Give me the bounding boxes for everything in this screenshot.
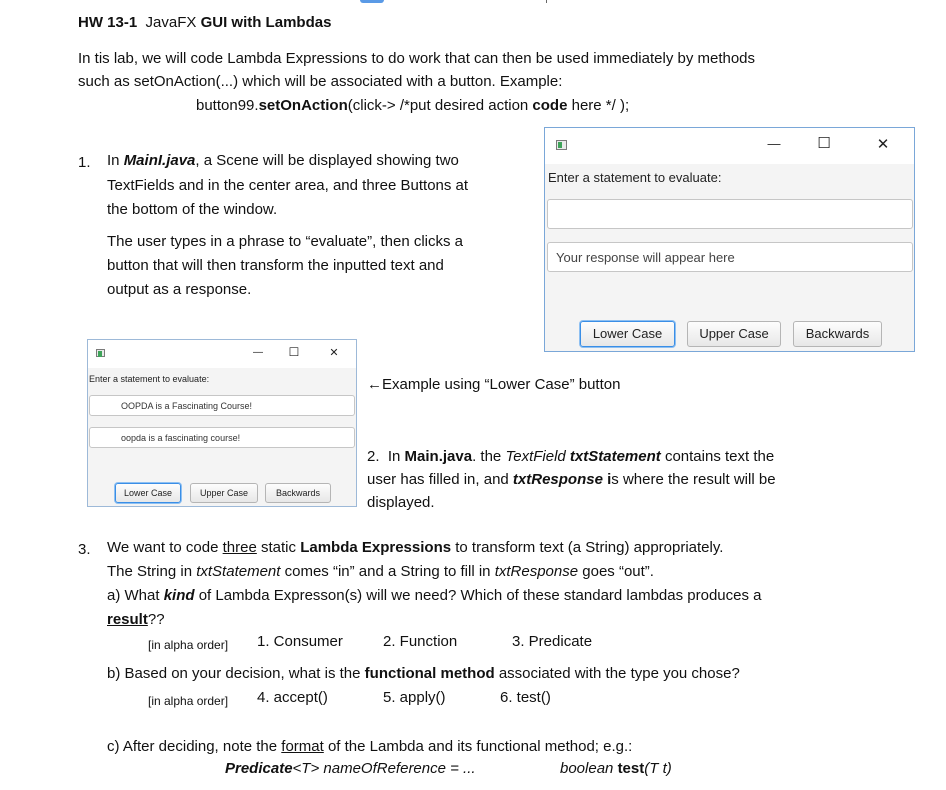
intro-line-1: In tis lab, we will code Lambda Expressions to do work that can then be used immediately by methods	[78, 50, 756, 67]
alpha-order-label-2: [in alpha order]	[148, 694, 229, 708]
statement-input[interactable]	[547, 199, 913, 229]
option-apply: 5. apply()	[383, 689, 446, 706]
backwards-button[interactable]: Backwards	[793, 321, 882, 347]
upper-case-button-small[interactable]: Upper Case	[190, 483, 258, 503]
minimize-icon[interactable]: —	[767, 136, 781, 151]
prompt-label-small: Enter a statement to evaluate:	[89, 374, 210, 384]
item-2-line-3: displayed.	[367, 494, 435, 511]
question-a-cont: result??	[107, 611, 165, 628]
item-1-line-3: the bottom of the window.	[107, 201, 278, 218]
lambda-format-example: Predicate<T> nameOfReference = ...	[225, 760, 476, 777]
lower-case-button-small[interactable]: Lower Case	[115, 483, 181, 503]
app-window-large	[544, 127, 915, 352]
option-accept: 4. accept()	[257, 689, 328, 706]
item-2-line-2: user has filled in, and txtResponse is where the result will be	[367, 471, 776, 488]
example-note: ←Example using “Lower Case” button	[367, 376, 621, 393]
backwards-button-small[interactable]: Backwards	[265, 483, 331, 503]
item-3-number: 3.	[78, 541, 91, 558]
option-consumer: 1. Consumer	[257, 633, 343, 650]
upper-case-button[interactable]: Upper Case	[687, 321, 781, 347]
response-field-small: oopda is a fascinating course!	[89, 427, 355, 448]
code-example: button99.setOnAction(click-> /*put desired action code here */ );	[196, 97, 630, 114]
item-1-line-4: The user types in a phrase to “evaluate”, then clicks a	[107, 233, 464, 250]
item-1-number: 1.	[78, 154, 91, 171]
item-3-line-2: The String in txtStatement comes “in” and a String to fill in txtResponse goes “out”.	[107, 563, 654, 580]
top-edge	[0, 0, 946, 4]
app-icon	[556, 140, 567, 150]
alpha-order-label: [in alpha order]	[148, 638, 229, 652]
item-1-line-2: TextFields and in the center area, and three Buttons at	[107, 177, 469, 194]
question-c: c) After deciding, note the format of the Lambda and its functional method; e.g.:	[107, 738, 633, 755]
prompt-label: Enter a statement to evaluate:	[548, 170, 722, 185]
item-1-line-1: In MainI.java, a Scene will be displayed showing two	[107, 152, 459, 169]
app-icon-small	[96, 349, 105, 357]
close-icon[interactable]: ✕	[876, 136, 890, 153]
intro-line-2: such as setOnAction(...) which will be associated with a button. Example:	[78, 73, 563, 90]
item-1-line-6: output as a response.	[107, 281, 252, 298]
minimize-icon[interactable]: —	[253, 347, 263, 358]
statement-input-small[interactable]: OOPDA is a Fascinating Course!	[89, 395, 355, 416]
response-field: Your response will appear here	[547, 242, 913, 272]
app-window-small	[87, 339, 357, 507]
item-3-line-1: We want to code three static Lambda Expressions to transform text (a String) appropriately.	[107, 539, 724, 556]
maximize-icon[interactable]: ☐	[288, 345, 300, 359]
close-icon[interactable]: ✕	[329, 347, 339, 359]
page-marker	[360, 0, 384, 3]
window-titlebar-small	[88, 340, 356, 368]
option-test: 6. test()	[500, 689, 551, 706]
option-function: 2. Function	[383, 633, 458, 650]
page-tick	[546, 0, 547, 3]
question-b: b) Based on your decision, what is the functional method associated with the type you chose?	[107, 665, 740, 682]
option-predicate: 3. Predicate	[512, 633, 593, 650]
maximize-icon[interactable]: ☐	[817, 135, 831, 152]
window-titlebar	[545, 128, 914, 164]
question-a: a) What kind of Lambda Expresson(s) will we need? Which of these standard lambdas produces a	[107, 587, 762, 604]
functional-method-example: boolean test(T t)	[560, 760, 672, 777]
item-1-line-5: button that will then transform the inputted text and	[107, 257, 444, 274]
item-2-line-1: 2. In Main.java. the TextField txtStatement contains text the	[367, 448, 775, 465]
page-title: HW 13-1 JavaFX GUI with Lambdas	[78, 14, 332, 31]
lower-case-button[interactable]: Lower Case	[580, 321, 675, 347]
